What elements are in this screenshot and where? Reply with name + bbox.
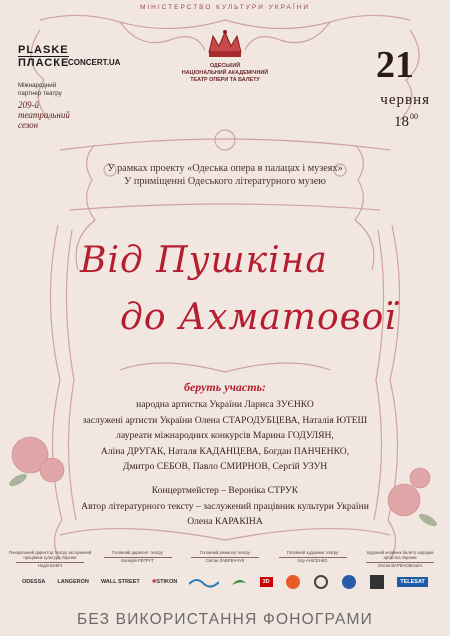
performers-list: [0, 397, 450, 475]
sponsor-logo-3d: 3D: [260, 577, 273, 587]
title-line-1: Від Пушкіна: [80, 240, 328, 281]
credit-line: Концертмейстер – Вероніка СТРУК: [151, 485, 299, 496]
event-month: червня: [380, 92, 430, 108]
concert-ua-logo: CONCERT.UA: [68, 58, 121, 67]
event-time: $18^{00}$: [394, 112, 418, 130]
credits: [0, 483, 450, 530]
director-block: Генеральний директор театру заслужений працівник культури України Надія БАБІЧ: [8, 550, 92, 569]
partner-caption: Міжнародний партнер театру: [18, 82, 62, 97]
sponsor-logos: [22, 572, 428, 592]
sponsor-logo-telesat: TELESAT: [397, 577, 428, 587]
season-label: 209-й театральний сезон: [18, 100, 70, 130]
sponsor-logo-ring: [313, 574, 329, 590]
sponsor-logo-circle: [285, 574, 301, 590]
theatre-crown-logo: [205, 28, 245, 60]
title-line-2: до Ахматової: [120, 297, 397, 338]
plaske-logo: PLASKE ПЛАСКЕ: [18, 44, 70, 69]
stikon-icon: ✸: [151, 579, 157, 585]
performer-line: заслужені артисти України Олена СТАРОДУБЦЕВА, Наталія ЮТЕШ: [82, 414, 368, 426]
sponsor-logo-square: [369, 574, 385, 590]
sponsor-logo-odessa: ODESSA: [22, 579, 46, 585]
performer-line: Аліна ДРУГАК, Наталя КАДАНЦЕВА, Богдан ПАНЧЕНКО,: [100, 445, 350, 457]
theatre-name: ОДЕСЬКИЙ НАЦІОНАЛЬНИЙ АКАДЕМІЧНИЙ ТЕАТР ОПЕРИ ТА БАЛЕТУ: [181, 63, 269, 83]
director-block: Головний художник театру Ігор АНІСЕНКО: [271, 550, 355, 569]
sponsor-logo-bird: [231, 575, 247, 589]
sponsor-logo-globe: [341, 574, 357, 590]
event-day: 21: [376, 44, 414, 86]
sponsor-logo-langeron: LANGERON: [57, 579, 89, 585]
project-info: У рамках проекту «Одеська опера в палацах і музеях» У приміщенні Одеського літературного музею: [107, 163, 343, 187]
performer-line: народна артистка України Лариса ЗУЄНКО: [136, 399, 314, 410]
directors-row: [8, 550, 442, 569]
participants-heading: беруть участь:: [183, 380, 267, 394]
credit-line: Автор літературного тексту – заслужений працівник культури України: [81, 500, 369, 512]
director-block: Художній керівник балету народна артистка України Олена ВАРЕНОВСЬКА: [366, 550, 434, 569]
director-block: Головний диригент театру Валерій РЕГРУТ: [96, 550, 180, 569]
director-block: Головний режисер театру Світан ЛАВРЕНЧУК: [183, 550, 267, 569]
no-phonogram-footer: БЕЗ ВИКОРИСТАННЯ ФОНОГРАМИ: [77, 611, 373, 628]
credit-line: Олена КАРАКІНА: [187, 516, 263, 528]
sponsor-logo-wave: [189, 576, 219, 588]
performer-line: лауреати міжнародних конкурсів Марина ГОДУЛЯН,: [116, 430, 334, 442]
sponsor-logo-wallstreet: WALL STREET: [100, 579, 140, 585]
ministry-header: МІНІСТЕРСТВО КУЛЬТУРИ УКРАЇНИ: [139, 4, 311, 11]
sponsor-logo-stikon: ✸STIKON: [151, 579, 178, 585]
performer-line: Дмитро СЕБОВ, Павло СМИРНОВ, Сергій УЗУН: [122, 461, 328, 473]
